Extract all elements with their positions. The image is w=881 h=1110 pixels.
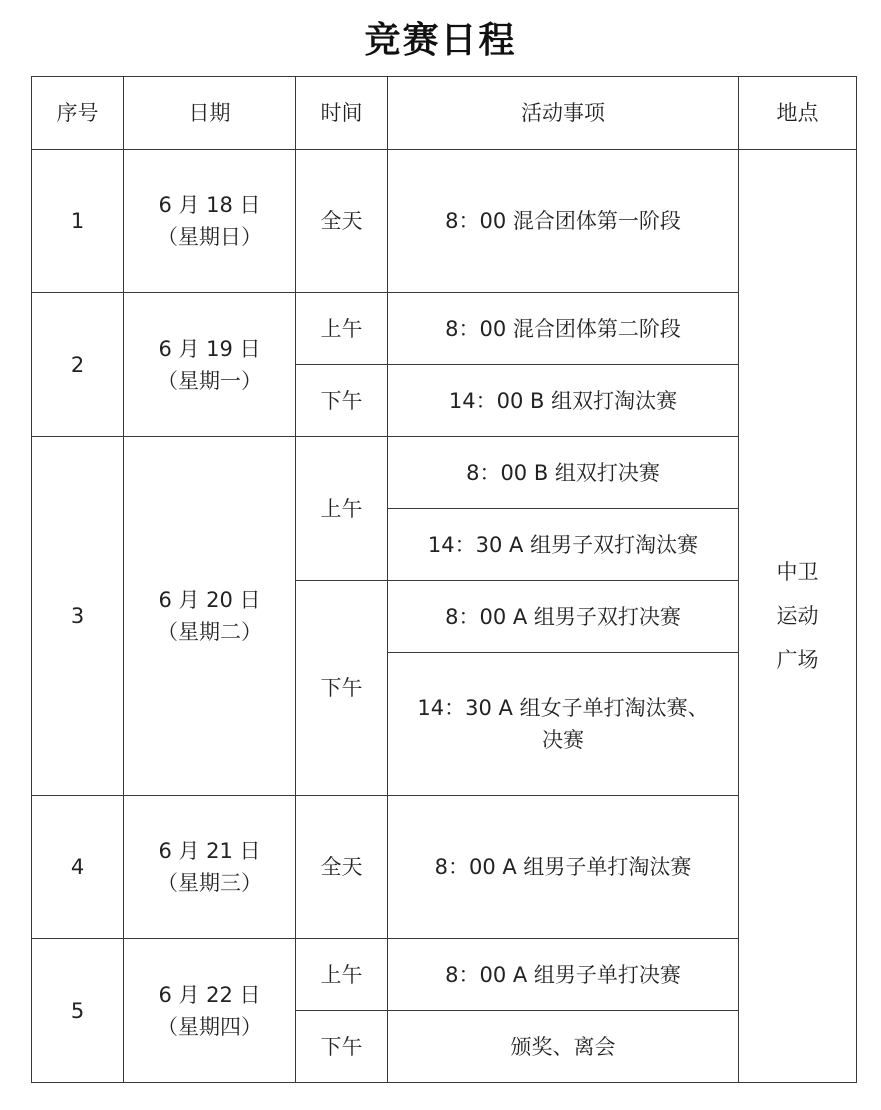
event-cell xyxy=(388,150,739,293)
event-cell xyxy=(388,581,739,653)
event-cell xyxy=(388,365,739,437)
place-line-1: 中卫 xyxy=(776,560,819,584)
date-cell xyxy=(124,939,296,1083)
seq-cell: 3 xyxy=(32,437,124,796)
event-text: 8：00 混合团体第一阶段 xyxy=(445,209,681,233)
header-event: 活动事项 xyxy=(388,77,739,150)
event-cell xyxy=(388,653,739,796)
table-row xyxy=(32,293,857,365)
time-cell: 下午 xyxy=(296,365,388,437)
weekday-text: （星期一） xyxy=(157,368,262,393)
header-time: 时间 xyxy=(296,77,388,150)
event-text: 14：00 B 组双打淘汰赛 xyxy=(448,388,678,413)
date-cell xyxy=(124,150,296,293)
weekday-text: （星期日） xyxy=(157,225,262,249)
time-cell: 下午 xyxy=(296,1011,388,1083)
event-text-line-1: 14：30 A 组女子单打淘汰赛、 xyxy=(417,696,709,720)
weekday-text: （星期四） xyxy=(157,1014,262,1039)
date-cell xyxy=(124,437,296,796)
place-line-2: 运动 xyxy=(776,604,819,628)
event-cell xyxy=(388,1011,739,1083)
event-text: 8：00 A 组男子双打决赛 xyxy=(445,604,681,629)
event-cell xyxy=(388,437,739,509)
event-text: 8：00 B 组双打决赛 xyxy=(466,460,660,485)
table-row xyxy=(32,939,857,1011)
event-text-line-2: 决赛 xyxy=(542,728,584,752)
table-row xyxy=(32,150,857,293)
event-text: 8：00 混合团体第二阶段 xyxy=(445,316,681,341)
seq-cell: 4 xyxy=(32,796,124,939)
time-cell: 上午 xyxy=(296,939,388,1011)
event-cell xyxy=(388,796,739,939)
event-text: 颁奖、离会 xyxy=(510,1034,616,1059)
date-text: 6 月 22 日 xyxy=(158,982,261,1007)
weekday-text: （星期二） xyxy=(157,620,262,644)
event-cell xyxy=(388,509,739,581)
date-text: 6 月 18 日 xyxy=(158,193,261,217)
date-cell xyxy=(124,796,296,939)
date-cell xyxy=(124,293,296,437)
header-date: 日期 xyxy=(124,77,296,150)
seq-cell: 5 xyxy=(32,939,124,1083)
time-cell: 上午 xyxy=(296,293,388,365)
event-cell xyxy=(388,293,739,365)
table-row xyxy=(32,437,857,509)
time-cell: 全天 xyxy=(296,150,388,293)
seq-cell: 2 xyxy=(32,293,124,437)
table-row xyxy=(32,796,857,939)
place-cell xyxy=(739,150,857,1083)
event-text: 8：00 A 组男子单打淘汰赛 xyxy=(434,855,692,879)
event-text: 14：30 A 组男子双打淘汰赛 xyxy=(427,532,699,557)
schedule-table xyxy=(31,76,857,1083)
date-text: 6 月 21 日 xyxy=(158,839,261,863)
time-cell: 下午 xyxy=(296,581,388,796)
event-text: 8：00 A 组男子单打决赛 xyxy=(445,962,681,987)
table-header-row xyxy=(32,77,857,150)
event-cell xyxy=(388,939,739,1011)
page-title: 竞赛日程 xyxy=(364,19,517,61)
date-text: 6 月 20 日 xyxy=(158,588,261,612)
time-cell: 上午 xyxy=(296,437,388,581)
header-seq: 序号 xyxy=(32,77,124,150)
header-place: 地点 xyxy=(739,77,857,150)
seq-cell: 1 xyxy=(32,150,124,293)
date-text: 6 月 19 日 xyxy=(158,336,261,361)
weekday-text: （星期三） xyxy=(157,871,262,895)
place-line-3: 广场 xyxy=(776,648,819,672)
time-cell: 全天 xyxy=(296,796,388,939)
